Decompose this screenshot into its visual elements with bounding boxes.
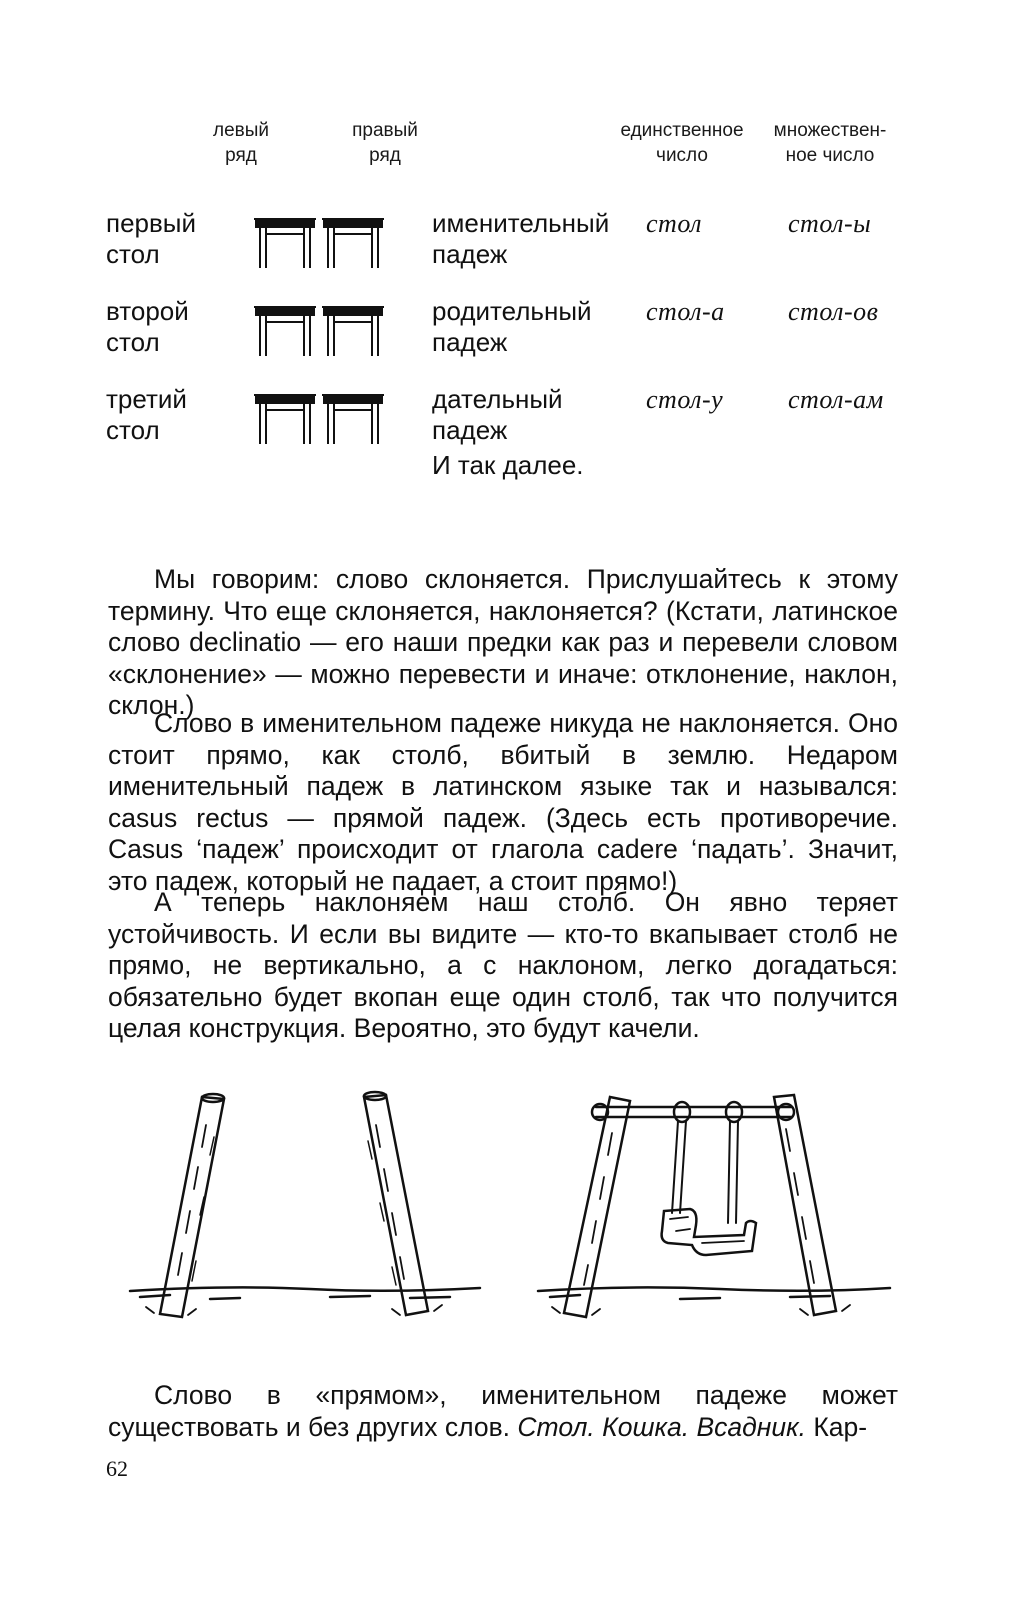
table-row-2-plural: стол-ов [788,297,879,326]
table-row-2-label: второй стол [106,296,189,357]
page-number: 62 [106,1456,128,1481]
paragraph-4 [108,1380,898,1443]
table-row-1-case: именительный падеж [432,208,610,269]
table-row-2-singular: стол-а [646,297,725,326]
table-row-3-case: дательный падеж [432,384,563,445]
paragraph-4-text: Слово в «прямом», именительном падеже может существовать и без других слов. [108,1380,898,1442]
table-continuation: И так далее. [432,450,584,480]
table-row-1-plural: стол-ы [788,209,872,238]
table-row-1-label: первый стол [106,208,197,269]
desks-pair-icon [254,304,384,360]
swing-illustration [530,1085,900,1330]
table-row-3-singular: стол-у [646,385,724,414]
header-right-row: правый ряд [352,120,418,166]
table-row-1-singular: стол [646,209,703,238]
paragraph-4-examples: Стол. Кошка. Всадник. [517,1411,806,1442]
desks-pair-icon [254,216,384,272]
table-row-3-label: третий стол [106,384,187,445]
header-plural: множествен- ное число [773,120,887,166]
header-left-row: левый ряд [212,120,270,166]
paragraph-3: А теперь наклоняем наш столб. Он явно теряет устойчивость. И если вы видите — кто-то вкапывает столб не прямо, не вертикально, а с наклоном, легко догадаться: обязательно будет вкопан еще один столб, так что получится целая конструкция. Вероятно, это будут качели. [108,887,898,1043]
header-singular: единственное число [620,120,744,166]
paragraph-4-tail: Кар- [805,1411,868,1442]
table-row-3-plural: стол-ам [788,385,884,414]
paragraph-2: Слово в именительном падеже никуда не наклоняется. Оно стоит прямо, как столб, вбитый в землю. Недаром именительный падеж в латинском языке так и назывался: casus rectus — прямой падеж. (Здесь есть противоречие. Casus ‘падеж’ происходит от глагола cadere ‘падать’. Значит, это падеж, который не падает, а стоит прямо!) [108,708,898,896]
desks-pair-icon [254,392,384,448]
leaning-posts-illustration [110,1085,490,1330]
paragraph-1: Мы говорим: слово склоняется. Прислушайтесь к этому термину. Что еще склоняется, наклоняется? (Кстати, латинское слово declinatio — его наши предки как раз и перевели словом «склонение» — можно перевести и иначе: отклонение, наклон, склон.) [108,564,898,720]
table-row-2-case: родительный падеж [432,296,592,357]
